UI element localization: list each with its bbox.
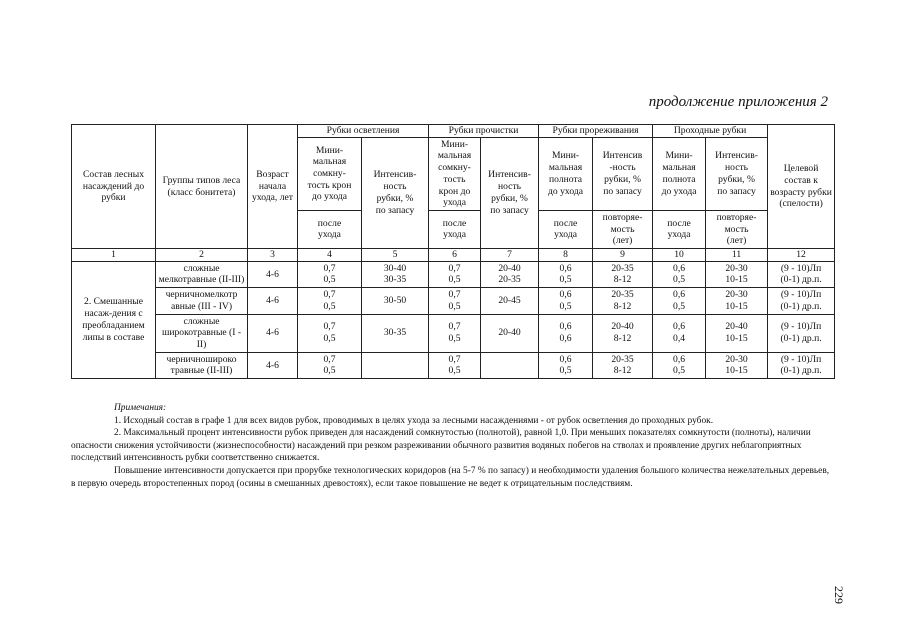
min-closure-prochistka-cell: 0,7 0,5 [429,352,481,378]
intensity-prohodnye-cell: 20-30 10-15 [706,261,768,287]
column-number: 12 [768,249,835,262]
subheader-intensity-prorezhivanie: Интенсив -ность рубки, % по запасу [593,137,653,210]
column-number: 7 [481,249,539,262]
start-age-cell: 4-6 [248,261,298,287]
forest-type-group-cell: сложные широкотравные (I - II) [156,314,248,352]
table-row [72,314,835,352]
intensity-prochistka-cell [481,352,539,378]
appendix-continuation-title: продолжение приложения 2 [648,94,828,110]
subheader-min-density-prorezhivanie: Мини- мальная полнота до ухода [539,137,593,210]
min-density-prorezhivanie-cell: 0,6 0,5 [539,352,593,378]
min-closure-osvetlenie-cell: 0,7 0,5 [298,314,362,352]
note-1: 1. Исходный состав в графе 1 для всех видов рубок, проводимых в целях ухода за лесными насаждениями - от рубок осветления до проходных рубок. [114,415,714,426]
col-header-start-age: Возраст начала ухода, лет [248,125,298,249]
subheader-after-osvetlenie: после ухода [298,210,362,248]
col-header-forest-type-groups: Группы типов леса (класс бонитета) [156,125,248,249]
subheader-intensity-osvetlenie: Интенсив- ность рубки, % по запасу [362,137,429,248]
subheader-min-closure-prochistka: Мини- мальная сомкну- тость крон до ухода [429,137,481,210]
subheader-repeat-prorezhivanie: повторяе- мость (лет) [593,210,653,248]
column-number: 9 [593,249,653,262]
start-age-cell: 4-6 [248,314,298,352]
intensity-prochistka-cell: 20-40 [481,314,539,352]
page-number: 229 [832,586,846,604]
notes-block [71,402,834,490]
target-composition-cell: (9 - 10)Лп (0-1) др.п. [768,352,835,378]
min-density-prorezhivanie-cell: 0,6 0,5 [539,261,593,287]
min-closure-osvetlenie-cell: 0,7 0,5 [298,288,362,314]
min-density-prohodnye-cell: 0,6 0,5 [653,288,706,314]
column-number: 8 [539,249,593,262]
intensity-prorezhivanie-cell: 20-35 8-12 [593,261,653,287]
column-number: 1 [72,249,156,262]
column-number: 2 [156,249,248,262]
note-3: Повышение интенсивности допускается при прорубке технологических коридоров (на 5-7 % по запасу) и необходимости удаления большого количества нежелательных деревьев, в первую очередь второстепенных пород (осины в смешанных древостоях), если такое повышение не ведет к отрицательным последствиям. [71,465,830,489]
subheader-after-prohodnye: после ухода [653,210,706,248]
min-closure-prochistka-cell: 0,7 0,5 [429,261,481,287]
table-row [72,261,835,287]
intensity-osvetlenie-cell: 30-50 [362,288,429,314]
table-row [72,288,835,314]
intensity-prochistka-cell: 20-45 [481,288,539,314]
column-number: 3 [248,249,298,262]
subheader-min-density-prohodnye: Мини- мальная полнота до ухода [653,137,706,210]
target-composition-cell: (9 - 10)Лп (0-1) др.п. [768,288,835,314]
subheader-min-closure-osvetlenie: Мини- мальная сомкну- тость крон до ухода [298,137,362,210]
min-closure-osvetlenie-cell: 0,7 0,5 [298,261,362,287]
min-closure-prochistka-cell: 0,7 0,5 [429,288,481,314]
table-row [72,352,835,378]
min-closure-osvetlenie-cell: 0,7 0,5 [298,352,362,378]
forest-type-group-cell: черничношироко травные (II-III) [156,352,248,378]
column-number: 6 [429,249,481,262]
min-density-prorezhivanie-cell: 0,6 0,6 [539,314,593,352]
intensity-prohodnye-cell: 20-30 10-15 [706,352,768,378]
group-header-osvetlenie: Рубки осветления [298,125,429,138]
group-header-row [72,125,835,138]
notes-heading: Примечания: [114,403,167,413]
min-closure-prochistka-cell: 0,7 0,5 [429,314,481,352]
col-header-composition: Состав лесных насаждений до рубки [72,125,156,249]
note-2: 2. Максимальный процент интенсивности рубок приведен для насаждений сомкнутостью (полнотой), равной 1,0. При меньших показателях сомкнутости (полноты), наличии опасности снижения устойчивости (жизнеспособности) насаждений при резком разреживании обычного развития водяных побегов на стволах и проявление других неблагоприятных последствий интенсивность рубки соответственно снижается. [71,428,811,464]
col-header-target-composition: Целевой состав к возрасту рубки (спелости) [768,125,835,249]
subheader-intensity-prochistka: Интенсив- ность рубки, % по запасу [481,137,539,248]
forest-type-group-cell: сложные мелкотравные (II-III) [156,261,248,287]
min-density-prorezhivanie-cell: 0,6 0,5 [539,288,593,314]
group-header-prochistka: Рубки прочистки [429,125,539,138]
column-number: 11 [706,249,768,262]
column-number: 10 [653,249,706,262]
min-density-prohodnye-cell: 0,6 0,5 [653,352,706,378]
column-number: 4 [298,249,362,262]
start-age-cell: 4-6 [248,352,298,378]
intensity-prohodnye-cell: 20-40 10-15 [706,314,768,352]
intensity-osvetlenie-cell [362,352,429,378]
intensity-osvetlenie-cell: 30-40 30-35 [362,261,429,287]
forest-care-table [71,124,835,379]
target-composition-cell: (9 - 10)Лп (0-1) др.п. [768,261,835,287]
subheader-repeat-prohodnye: повторяе- мость (лет) [706,210,768,248]
forest-type-group-cell: черничномелкотр авные (III - IV) [156,288,248,314]
intensity-prorezhivanie-cell: 20-40 8-12 [593,314,653,352]
intensity-osvetlenie-cell: 30-35 [362,314,429,352]
column-number: 5 [362,249,429,262]
min-density-prohodnye-cell: 0,6 0,5 [653,261,706,287]
subheader-after-prochistka: после ухода [429,210,481,248]
subheader-intensity-prohodnye: Интенсив- ность рубки, % по запасу [706,137,768,210]
intensity-prochistka-cell: 20-40 20-35 [481,261,539,287]
intensity-prorezhivanie-cell: 20-35 8-12 [593,352,653,378]
column-number-row [72,249,835,262]
min-density-prohodnye-cell: 0,6 0,4 [653,314,706,352]
start-age-cell: 4-6 [248,288,298,314]
subheader-after-prorezhivanie: после ухода [539,210,593,248]
group-header-prorezhivanie: Рубки прореживания [539,125,653,138]
target-composition-cell: (9 - 10)Лп (0-1) др.п. [768,314,835,352]
intensity-prohodnye-cell: 20-30 10-15 [706,288,768,314]
forest-composition-cell: 2. Смешанные насаж-дения с преобладанием липы в составе [72,261,156,378]
group-header-prohodnye: Проходные рубки [653,125,768,138]
intensity-prorezhivanie-cell: 20-35 8-12 [593,288,653,314]
